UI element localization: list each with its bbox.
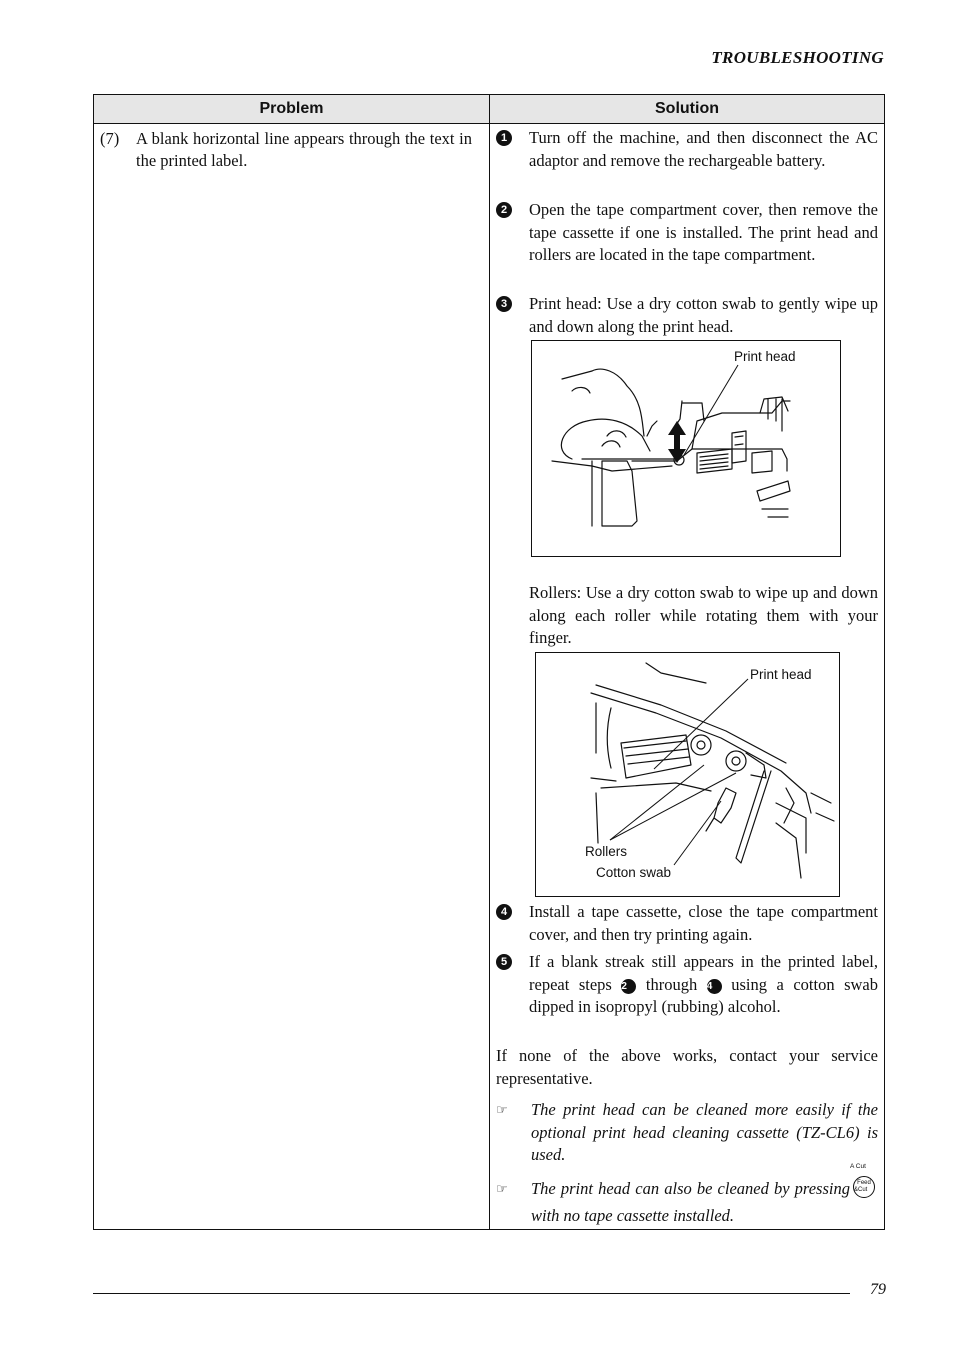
step-number-badge: 4 (496, 904, 512, 920)
label-cotton-swab: Cotton swab (596, 865, 672, 880)
step-text: Open the tape compartment cover, then remove the tape cassette if one is installed. The print head and rollers are located in the tape compartment. (529, 200, 878, 264)
step5-text-part-a: If a blank streak still appears in the printed label, repeat steps (529, 952, 878, 994)
problem-cell (100, 128, 472, 172)
solution-step-1 (496, 127, 878, 172)
step-reference-badge: 2 (621, 979, 636, 994)
step-number-badge: 2 (496, 202, 512, 218)
label-rollers: Rollers (585, 844, 628, 859)
step-number-badge: 5 (496, 954, 512, 970)
pointing-hand-icon: ☞ (496, 1182, 508, 1197)
feed-cut-key-icon (850, 1163, 875, 1198)
rollers-instruction: Rollers: Use a dry cotton swab to wipe up and down along each roller while rotating them with your finger. (529, 583, 878, 647)
step-text (529, 951, 878, 1019)
contact-service-text: If none of the above works, contact your service representative. (496, 1046, 878, 1088)
print-head-illustration (531, 340, 841, 557)
footer-rule (93, 1293, 850, 1294)
solution-step-2 (496, 199, 878, 267)
page-number: 79 (870, 1281, 886, 1298)
pointing-hand-icon: ☞ (496, 1103, 508, 1118)
note-text: The print head can be cleaned more easily if the optional print head cleaning cassette (TZ-CL6) is used. (531, 1100, 878, 1164)
note-text (531, 1163, 878, 1229)
column-divider (489, 95, 490, 1229)
key-label: Feed &Cut (854, 1180, 871, 1193)
label-print-head: Print head (750, 667, 812, 682)
print-head-drawing (532, 341, 838, 554)
rollers-drawing (536, 653, 837, 894)
column-header-problem: Problem (259, 100, 324, 117)
note2-text-part-b: with no tape cassette installed. (531, 1206, 735, 1225)
solution-step-4 (496, 901, 878, 946)
step-reference-badge: 4 (707, 979, 722, 994)
note-feed-cut-key (496, 1163, 878, 1229)
step-text: Install a tape cassette, close the tape compartment cover, and then try printing again. (529, 902, 878, 944)
section-title: TROUBLESHOOTING (711, 48, 884, 67)
key-caption: A Cut (850, 1163, 866, 1170)
label-print-head: Print head (734, 349, 796, 364)
note-cleaning-cassette (496, 1099, 878, 1167)
rollers-illustration (535, 652, 840, 897)
solution-step-5 (496, 951, 878, 1019)
troubleshooting-table (93, 94, 885, 1230)
note2-text-part-a: The print head can also be cleaned by pressing (531, 1179, 850, 1198)
step5-text-part-b: through (645, 974, 698, 994)
problem-number: (7) (100, 129, 120, 148)
step5-text-part-c: using a cotton swab dipped in isopropyl (rubbing) alcohol. (529, 974, 879, 1016)
step-text: Turn off the machine, and then disconnect the AC adaptor and remove the rechargeable battery. (529, 128, 878, 170)
column-header-solution: Solution (655, 100, 719, 117)
step-text: Print head: Use a dry cotton swab to gently wipe up and down along the print head. (529, 294, 878, 336)
step-number-badge: 3 (496, 296, 512, 312)
step-number-badge: 1 (496, 130, 512, 146)
solution-step-3 (496, 293, 878, 338)
problem-text: A blank horizontal line appears through the text in the printed label. (136, 129, 472, 170)
